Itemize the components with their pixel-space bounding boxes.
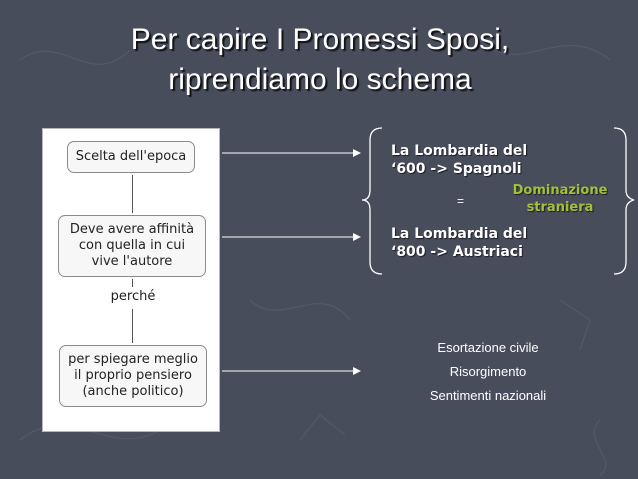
dominazione-line-2: straniera (526, 200, 594, 215)
lombardia-600-line-1: La Lombardia del (391, 143, 528, 159)
connector-line-2 (132, 279, 133, 287)
box-affinita-line-3: vive l'autore (91, 254, 173, 269)
effects-list (408, 336, 568, 408)
effect-item: Risorgimento (449, 364, 527, 379)
lombardia-800 (391, 225, 527, 261)
effect-item: Esortazione civile (437, 340, 539, 355)
diagram-panel (42, 128, 220, 432)
slide-title (40, 20, 600, 100)
box-pensiero-line-1: per spiegare meglio (68, 352, 198, 367)
box-scelta-epoca (67, 141, 195, 173)
connector-line-3 (132, 309, 133, 343)
equals-sign: = (457, 194, 465, 208)
title-line-1: Per capire I Promessi Sposi, (130, 23, 510, 56)
box-affinita-line-1: Deve avere affinità (69, 222, 195, 237)
box-affinita (58, 215, 206, 277)
lombardia-600 (391, 142, 527, 178)
box-pensiero (59, 345, 207, 407)
lombardia-800-line-2: ‘800 -> Austriaci (391, 244, 523, 260)
connector-line-1 (132, 175, 133, 213)
box-pensiero-line-3: (anche politico) (82, 384, 184, 399)
effect-item: Sentimenti nazionali (429, 388, 547, 403)
box-affinita-line-2: con quella in cui (78, 238, 186, 253)
box-pensiero-line-2: il proprio pensiero (74, 368, 192, 383)
dominazione-straniera (500, 182, 620, 216)
title-line-2: riprendiamo lo schema (168, 63, 472, 96)
connector-label: perché (110, 289, 156, 304)
box-scelta-epoca-label: Scelta dell'epoca (75, 149, 187, 164)
lombardia-600-line-2: ‘600 -> Spagnoli (391, 161, 522, 177)
dominazione-line-1: Dominazione (512, 183, 608, 198)
lombardia-800-line-1: La Lombardia del (391, 226, 528, 242)
